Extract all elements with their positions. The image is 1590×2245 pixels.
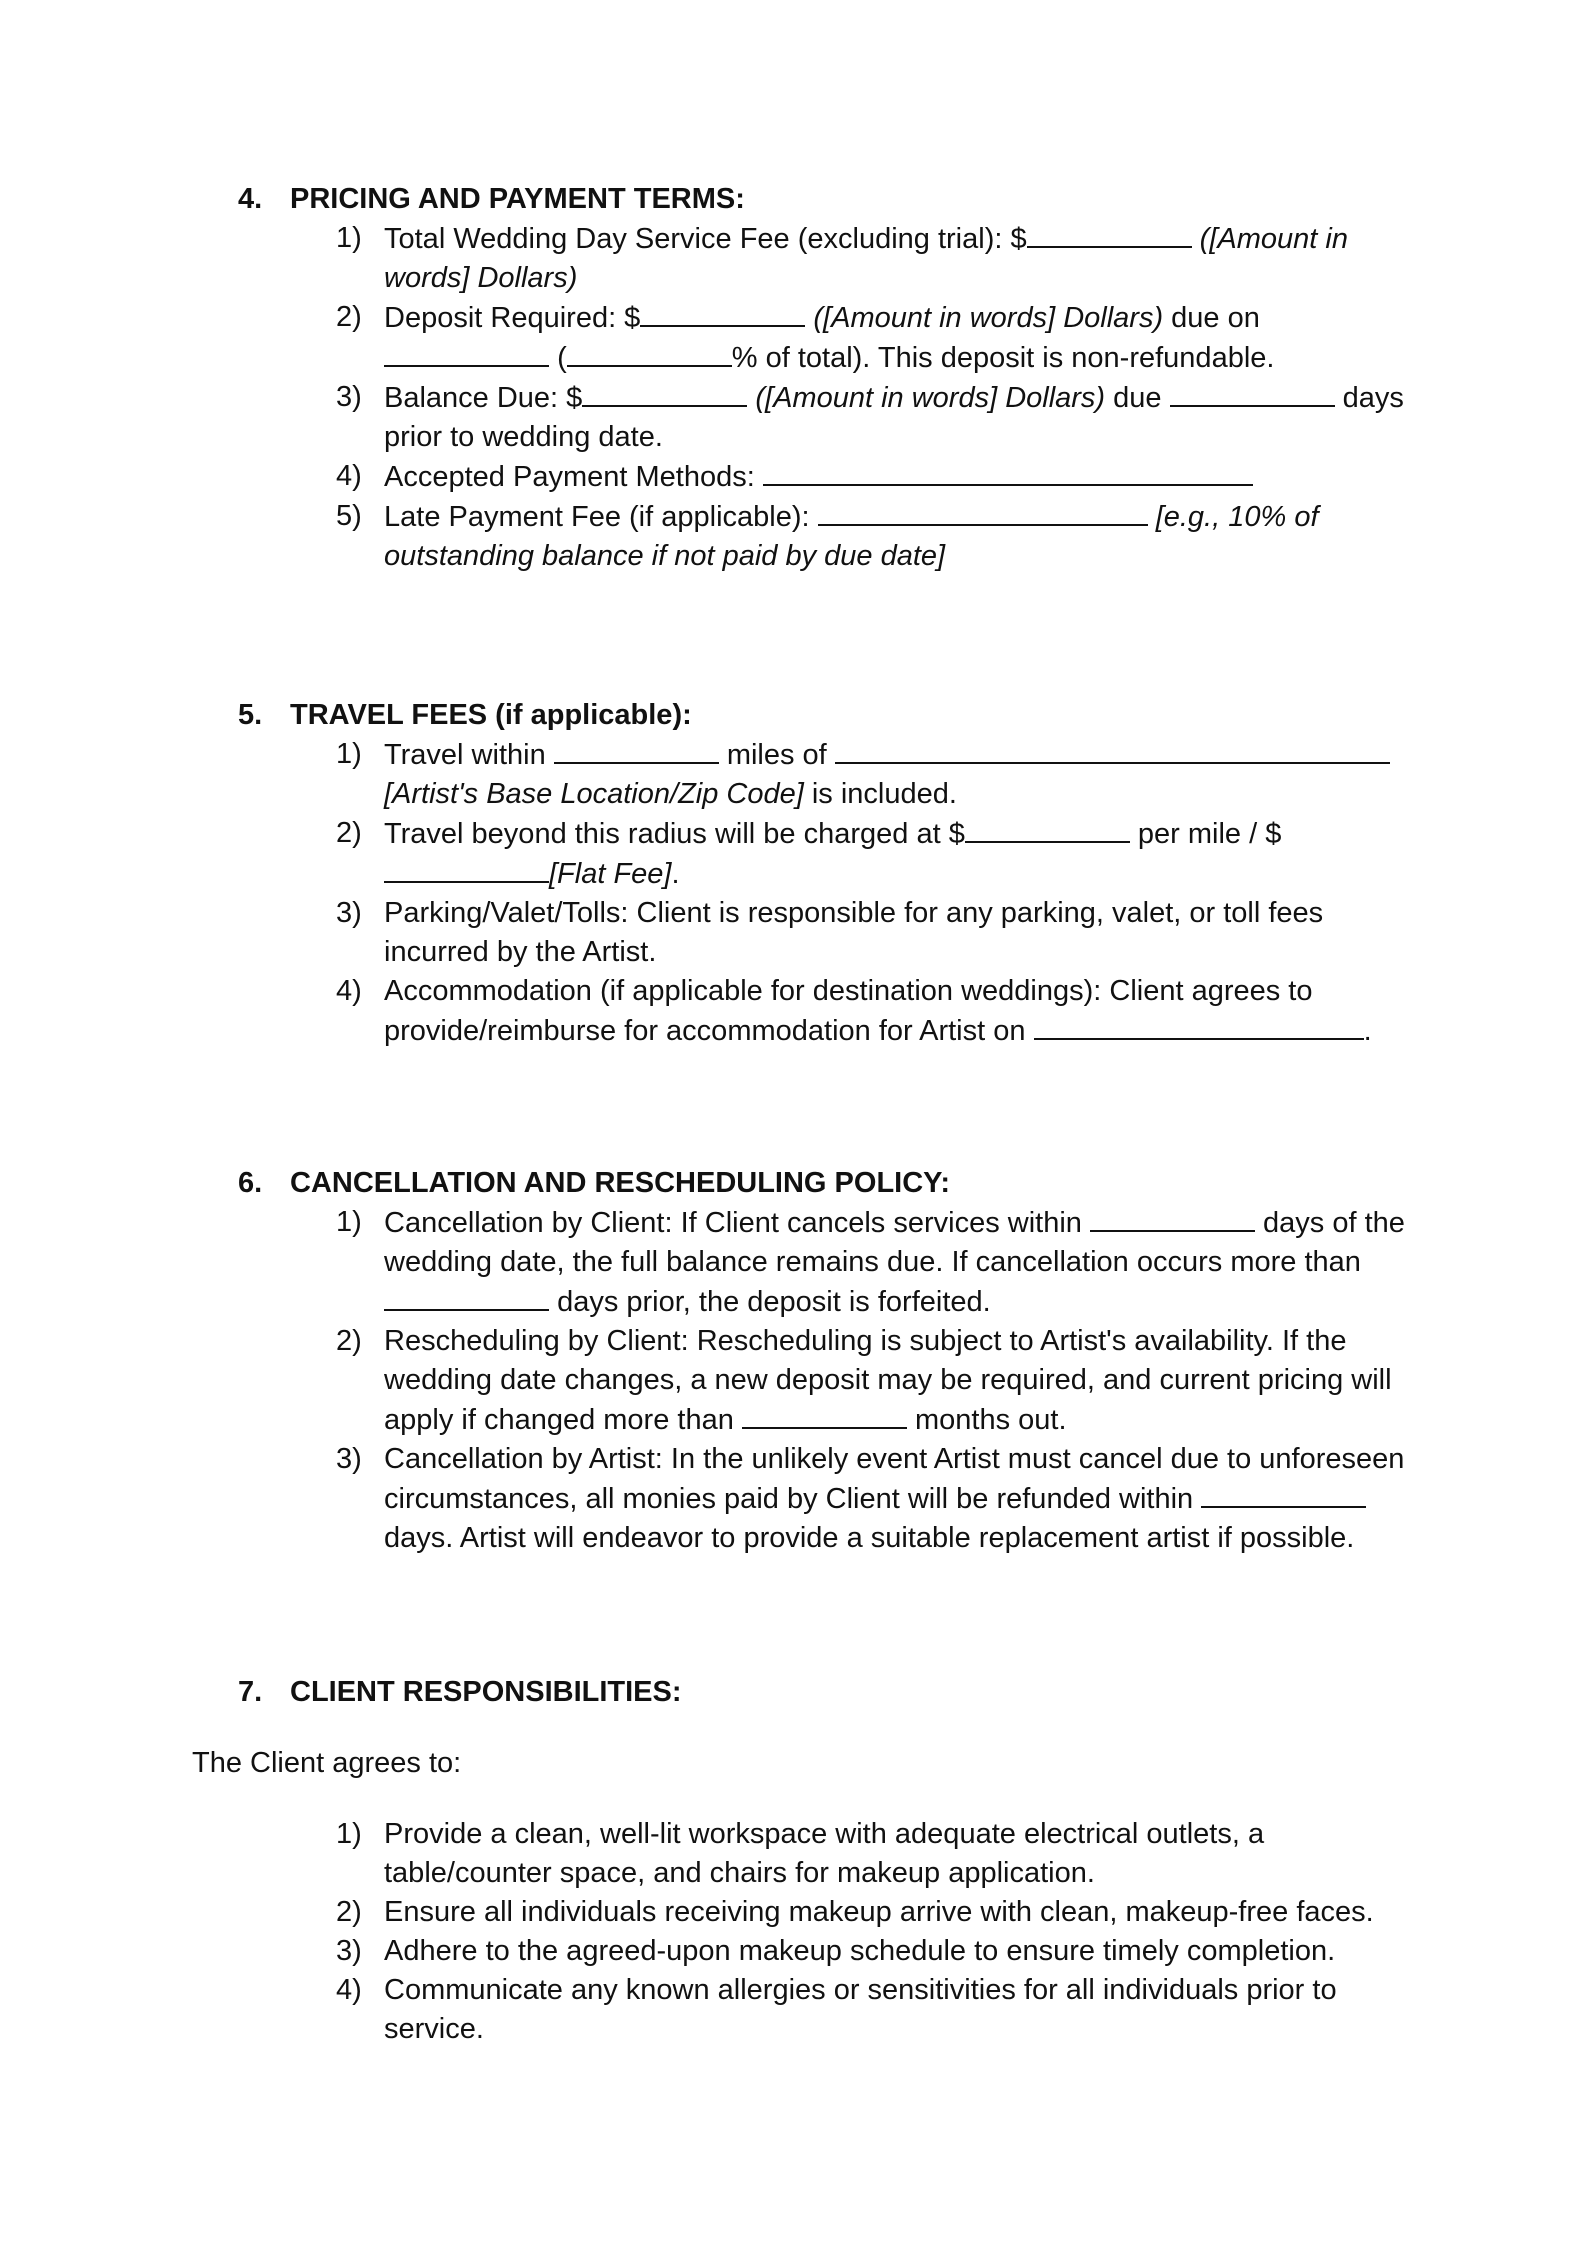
list-marker: 1) [336,1818,362,1850]
list-item [0,972,1408,1051]
item-text: . [671,858,680,890]
item-text: Cancellation by Artist: In the unlikely event Artist must cancel due to unforeseen circumstances, all monies paid by Client will be refunded within [384,1443,1405,1515]
section-number: 4. [238,183,263,215]
blank-line[interactable] [384,338,549,367]
blank-line[interactable] [835,735,1390,764]
list-item [0,894,1408,972]
list-item [0,1932,1408,1971]
item-text: Balance Due: $ [384,382,583,414]
item-text: Late Payment Fee (if applicable): [384,501,810,533]
section-title: CLIENT RESPONSIBILITIES: [290,1676,682,1708]
list-item [0,814,1408,894]
blank-line[interactable] [1034,1011,1364,1040]
item-text: ( [557,342,567,374]
item-text: days of the wedding date, the full balance remains due. If cancellation occurs more than [384,1207,1405,1278]
item-text: Communicate any known allergies or sensitivities for all individuals prior to service. [384,1974,1337,2045]
item-text: Adhere to the agreed-upon makeup schedule to ensure timely completion. [384,1935,1336,1967]
blank-line[interactable] [582,378,747,407]
list-marker: 4) [336,1974,362,2006]
item-text: per mile / [1137,818,1258,850]
blank-line[interactable] [554,735,719,764]
list-item [0,219,1408,298]
item-text: days prior to wedding date. [384,382,1404,453]
blank-line[interactable] [1201,1479,1366,1508]
list-marker: 3) [336,897,362,929]
item-italic-text: ([Amount in words] Dollars) [755,382,1106,414]
blank-line[interactable] [640,298,805,327]
item-text: is included. [811,778,957,810]
section-heading-travel [238,696,1590,735]
item-italic-text: ([Amount in words] Dollars) [813,302,1164,334]
document-content [0,180,1590,2049]
list-marker: 2) [336,817,362,849]
list-marker: 3) [336,1443,362,1475]
list-item [0,298,1408,378]
blank-line[interactable] [384,1282,549,1311]
client-intro: The Client agrees to: [192,1747,462,1779]
item-text: Provide a clean, well-lit workspace with adequate electrical outlets, a table/counter space, and chairs for makeup application. [384,1818,1265,1889]
list-marker: 3) [336,1935,362,1967]
list-marker: 1) [336,738,362,770]
pricing-list [0,219,1590,576]
item-text: miles of [726,739,827,771]
list-item [0,1440,1408,1558]
travel-list [0,735,1590,1051]
list-item [0,497,1408,576]
blank-line[interactable] [567,338,732,367]
item-text: Ensure all individuals receiving makeup arrive with clean, makeup-free faces. [384,1896,1374,1928]
list-item [0,1322,1408,1440]
list-marker: 5) [336,500,362,532]
item-text: % of total). This deposit is non-refundable. [731,342,1275,374]
section-title: PRICING AND PAYMENT TERMS: [290,183,745,215]
item-text: days prior, the deposit is forfeited. [557,1286,991,1318]
list-item [0,378,1408,457]
blank-line[interactable] [1090,1203,1255,1232]
item-text: months out. [914,1404,1067,1436]
blank-line[interactable] [763,457,1253,486]
list-marker: 4) [336,975,362,1007]
section-title: CANCELLATION AND RESCHEDULING POLICY: [290,1167,951,1199]
item-text: Parking/Valet/Tolls: Client is responsible for any parking, valet, or toll fees incurred by the Artist. [384,897,1324,968]
list-marker: 3) [336,381,362,413]
item-text: Deposit Required: $ [384,302,641,334]
section-heading-cancellation [238,1164,1590,1203]
item-text: Travel within [384,739,546,771]
list-item [0,1203,1408,1322]
blank-line[interactable] [1027,219,1192,248]
item-text: Cancellation by Client: If Client cancels services within [384,1207,1082,1239]
client-list [0,1815,1590,2049]
item-text: . [1363,1015,1372,1047]
blank-line[interactable] [818,497,1148,526]
item-text: due [1113,382,1162,414]
item-text: Accommodation (if applicable for destination weddings): Client agrees to provide/reimburse for accommodation for Artist on [384,975,1313,1047]
section-heading-pricing [238,180,1590,219]
list-marker: 1) [336,222,362,254]
blank-line[interactable] [1170,378,1335,407]
item-text: Travel beyond this radius will be charged at $ [384,818,965,850]
cancellation-list [0,1203,1590,1558]
list-marker: 2) [336,1896,362,1928]
list-marker: 4) [336,460,362,492]
list-marker: 2) [336,1325,362,1357]
list-item [0,735,1408,814]
item-text: days. Artist will endeavor to provide a suitable replacement artist if possible. [384,1522,1355,1554]
item-text: Rescheduling by Client: Rescheduling is subject to Artist's availability. If the wedding date changes, a new deposit may be required, and current pricing will apply if changed more than [384,1325,1392,1436]
item-italic-text: [Flat Fee] [549,858,672,890]
list-item [0,1971,1408,2049]
list-item [0,1893,1408,1932]
item-text: Accepted Payment Methods: [384,461,755,493]
section-heading-client [238,1673,1590,1712]
section-number: 5. [238,699,263,731]
item-italic-text: ([Amount in words] Dollars) [384,223,1348,294]
section-title: TRAVEL FEES (if applicable): [290,699,692,731]
item-text: Total Wedding Day Service Fee (excluding trial): $ [384,223,1027,255]
blank-line[interactable] [742,1400,907,1429]
item-text: due on [1171,302,1260,334]
list-marker: 2) [336,301,362,333]
blank-line[interactable] [965,814,1130,843]
section-number: 6. [238,1167,263,1199]
list-marker: 1) [336,1206,362,1238]
item-italic-text: [Artist's Base Location/Zip Code] [384,778,804,810]
section-number: 7. [238,1676,263,1708]
blank-line[interactable] [384,854,549,883]
list-item [0,1815,1408,1893]
item-text: $ [1265,818,1282,850]
item-italic-text: [e.g., 10% of outstanding balance if not paid by due date] [384,501,1319,572]
list-item [0,457,1408,497]
